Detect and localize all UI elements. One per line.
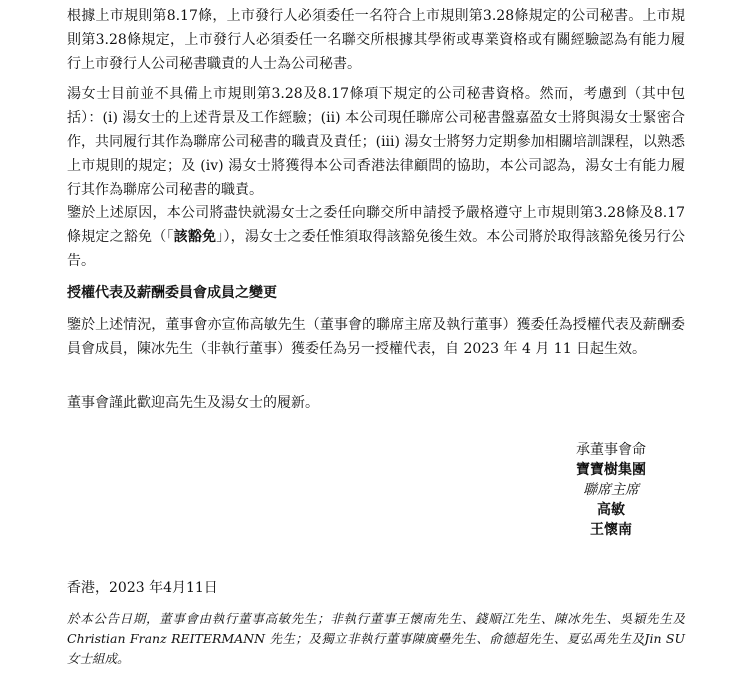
section-heading-authorized-representative: 授權代表及薪酬委員會成員之變更 xyxy=(67,285,277,301)
dateline: 香港，2023 年4月11日 xyxy=(67,580,218,596)
paragraph-welcome: 董事會謹此歡迎高先生及湯女士的履新。 xyxy=(67,395,319,411)
paragraph-waiver-application xyxy=(67,201,685,273)
paragraph-company-secretary-rule: 根據上市規則第8.17條，上市發行人必須委任一名符合上市規則第3.28條規定的公司秘書。上市規則第3.28條規定，上市發行人必須委任一名聯交所根據其學術或專業資格或有關經驗認為有能力履行上市發行人公司秘書職責的人士為公司秘書。 xyxy=(67,8,685,72)
signature-title: 聯席主席 xyxy=(583,482,639,498)
waiver-text-after: 」），湯女士之委任惟須取得該豁免後生效。本公司將於取得該豁免後另行公告。 xyxy=(67,229,686,269)
waiver-text-before: 鑒於上述原因，本公司將盡快就湯女士之委任向聯交所申請授予嚴格遵守上市規則第3.28條及8.17條規定之豁免（「 xyxy=(67,205,685,245)
paragraph-qualification-considerations: 湯女士目前並不具備上市規則第3.28及8.17條項下規定的公司秘書資格。然而，考慮到（其中包括）：(i) 湯女士的上述背景及工作經驗；(ii) 本公司現任聯席公司秘書盤嘉盈女士將與湯女士緊密合作，共同履行其作為聯席公司秘書的職責及責任；(iii) 湯女士將努力定期參加相關培訓課程，以熟悉上市規則的規定；及 (iv) 湯女士將獲得本公司香港法律顧問的協助，本公司認為，湯女士有能力履行其作為聯席公司秘書的職責。 xyxy=(67,86,685,198)
signature-company-name: 寶寶樹集團 xyxy=(576,462,646,478)
signature-block xyxy=(546,440,676,540)
signature-name-wang-huainan: 王懷南 xyxy=(590,522,632,538)
waiver-defined-term: 該豁免 xyxy=(173,229,217,245)
signature-name-gao-min: 高敏 xyxy=(597,502,625,518)
board-composition-footnote: 於本公告日期，董事會由執行董事高敏先生；非執行董事王懷南先生、錢順江先生、陳冰先生、吳穎先生及Christian Franz REITERMANN 先生；及獨立非執行董事陳廣壘先生、俞德超先生、夏弘禹先生及Jin SU 女士組成。 xyxy=(67,611,685,666)
signature-by-order: 承董事會命 xyxy=(576,442,646,458)
paragraph-appointment-details: 鑒於上述情況，董事會亦宣佈高敏先生（董事會的聯席主席及執行董事）獲委任為授權代表及薪酬委員會成員，陳冰先生（非執行董事）獲委任為另一授權代表，自 2023 年 4 月 11 日起生效。 xyxy=(67,317,685,357)
